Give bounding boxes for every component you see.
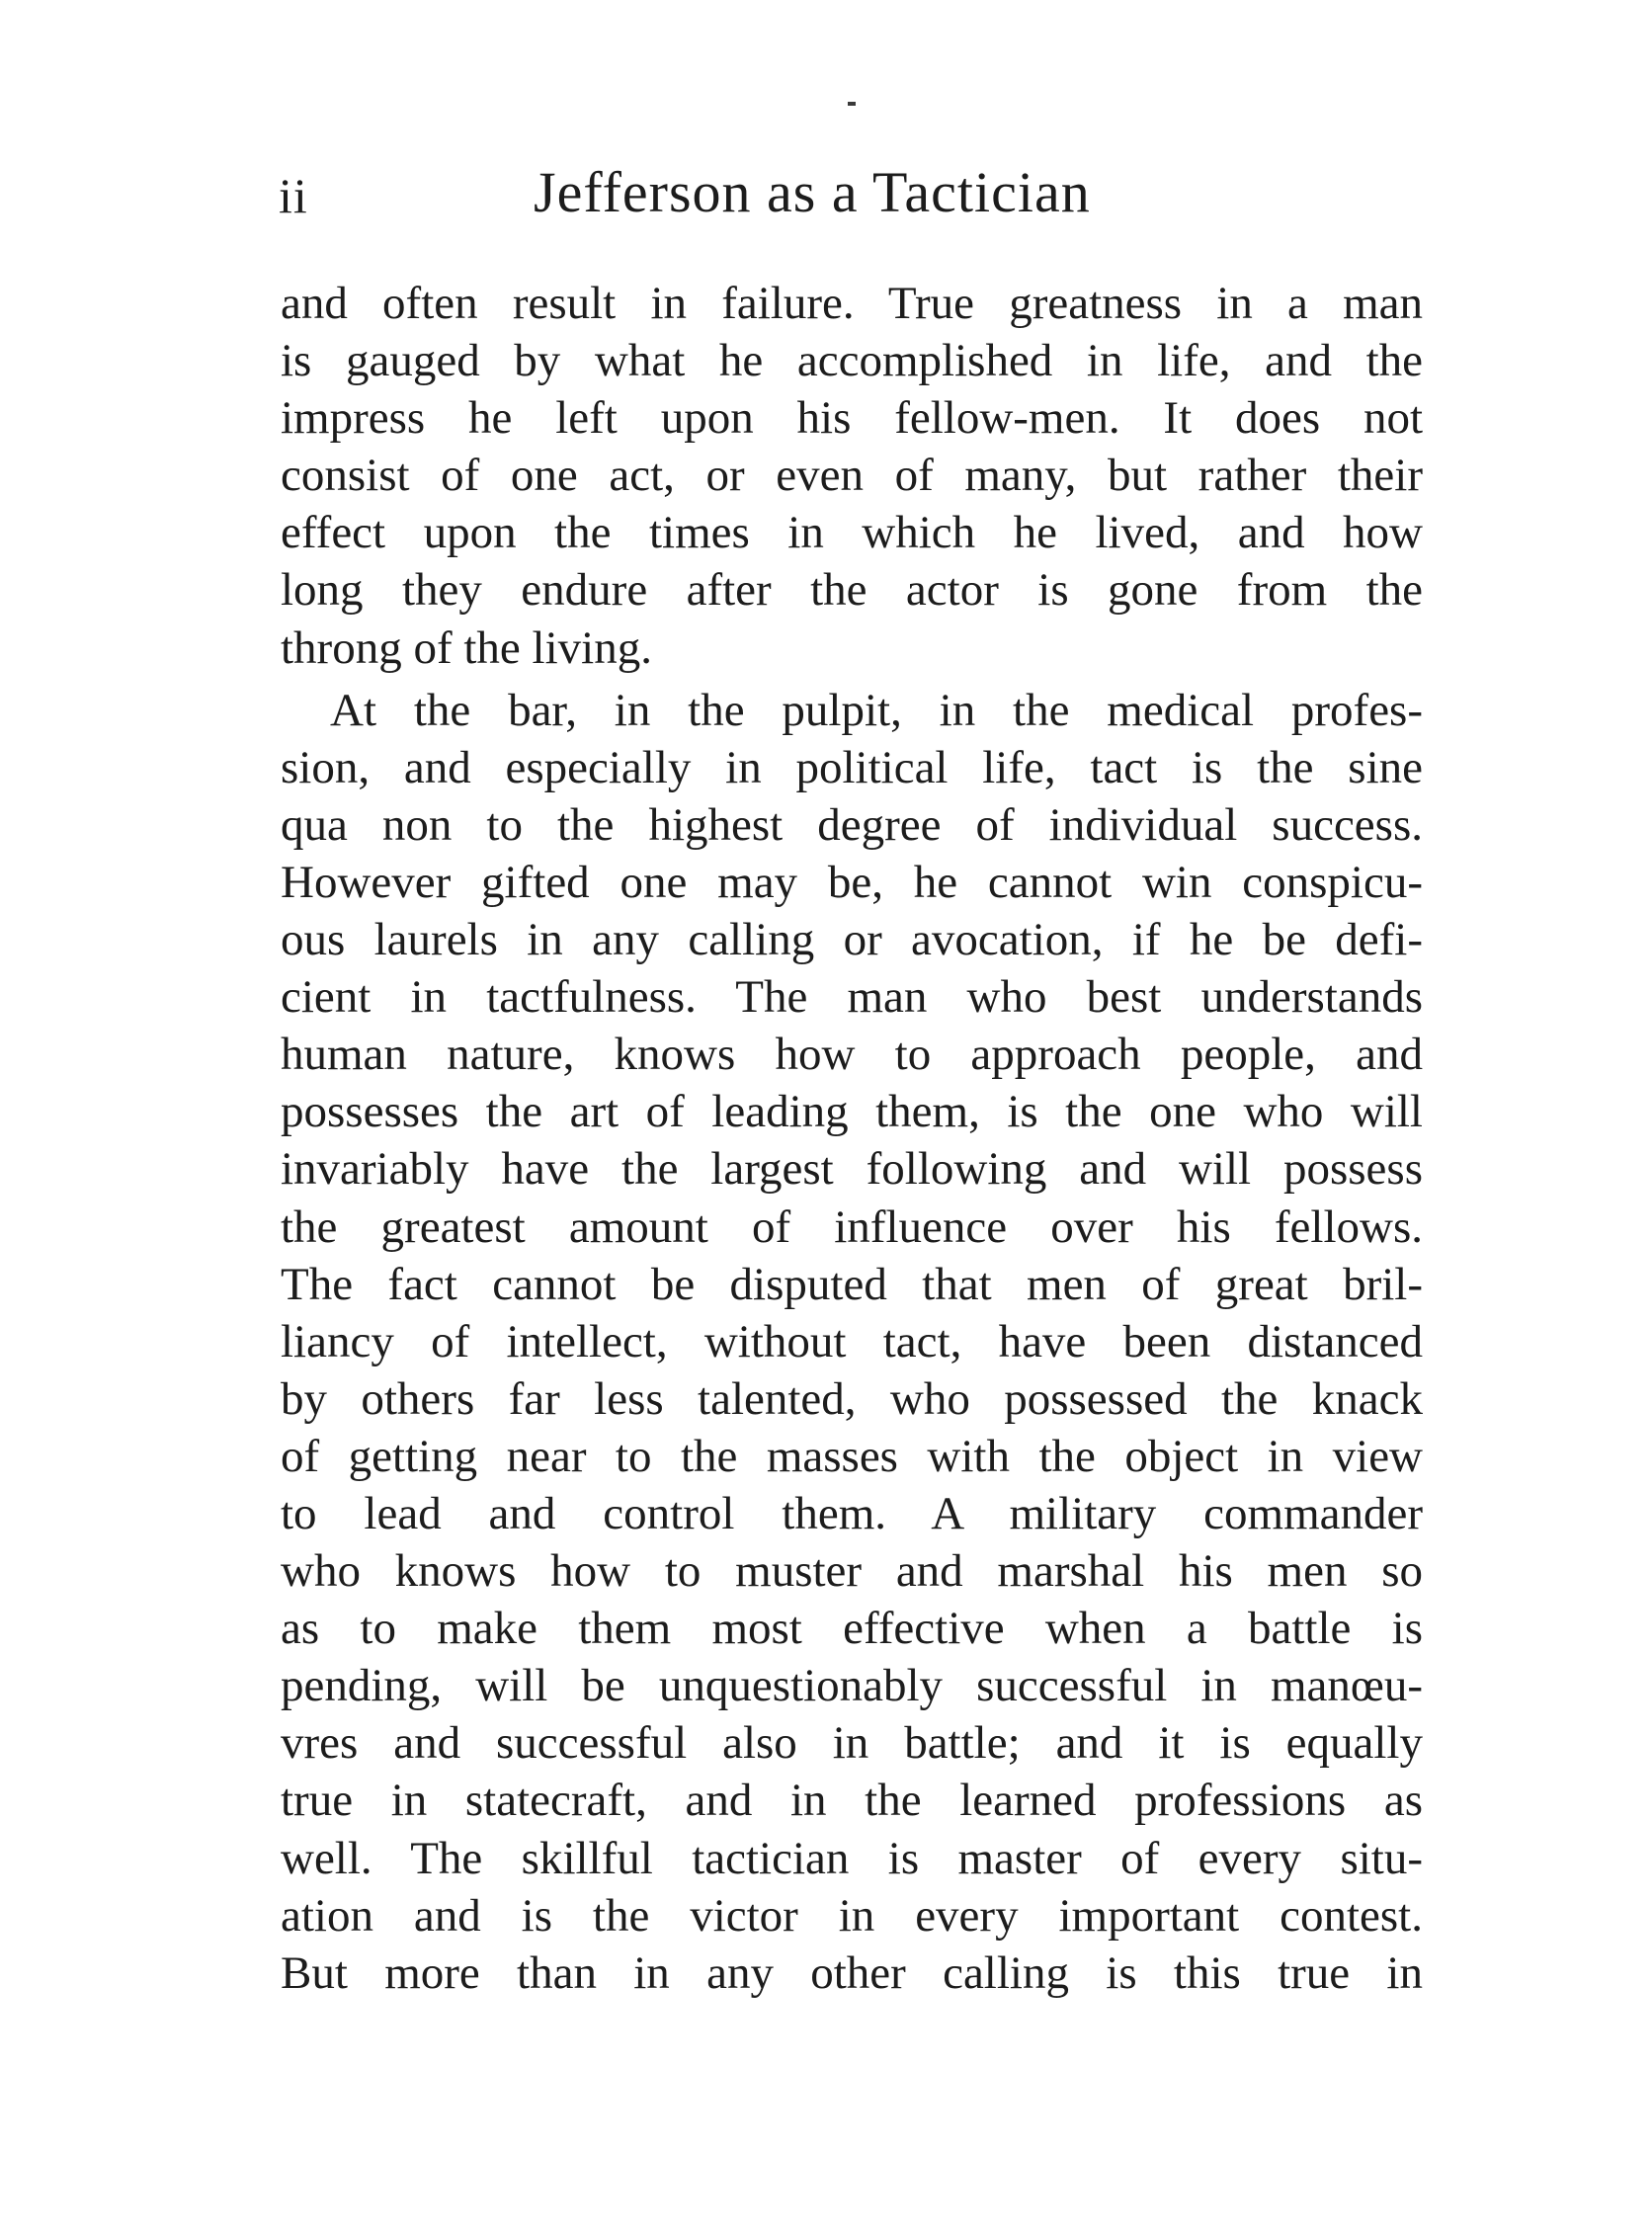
text-line: liancy of intellect, without tact, have been distanced	[281, 1315, 1423, 1367]
text-line: However gifted one may be, he cannot win conspicu-	[281, 856, 1423, 908]
text-line: The fact cannot be disputed that men of great bril-	[281, 1258, 1423, 1310]
text-line: to lead and control them. A military commander	[281, 1487, 1423, 1539]
text-line: the greatest amount of influence over his fellows.	[281, 1200, 1423, 1253]
text-line: possesses the art of leading them, is the one who will	[281, 1086, 1423, 1138]
paragraph-2	[281, 682, 1423, 2002]
text-line: true in statecraft, and in the learned professions as	[281, 1775, 1423, 1827]
text-line: as to make them most effective when a battle is	[281, 1603, 1423, 1655]
text-line: qua non to the highest degree of individual success.	[281, 798, 1423, 851]
text-line: invariably have the largest following and will possess	[281, 1143, 1423, 1196]
text-line: consist of one act, or even of many, but rather their	[281, 450, 1423, 502]
text-line: pending, will be unquestionably successful in manœu-	[281, 1660, 1423, 1712]
text-line: ation and is the victor in every important contest.	[281, 1889, 1423, 1942]
page-number: ii	[279, 168, 308, 223]
text-line: by others far less talented, who possessed the knack	[281, 1372, 1423, 1425]
text-line: vres and successful also in battle; and it is equally	[281, 1717, 1423, 1770]
text-line: But more than in any other calling is this true in	[281, 1946, 1423, 1999]
running-head	[279, 158, 1425, 237]
text-line: human nature, knows how to approach people, and	[281, 1029, 1423, 1081]
text-line: impress he left upon his fellow-men. It does not	[281, 392, 1423, 445]
text-line: sion, and especially in political life, tact is the sine	[281, 741, 1423, 793]
body-text	[281, 275, 1423, 2002]
text-line: and often result in failure. True greatness in a man	[281, 278, 1423, 329]
text-line: well. The skillful tactician is master of every situ-	[281, 1832, 1423, 1884]
text-line: effect upon the times in which he lived, and how	[281, 507, 1423, 559]
running-title: Jefferson as a Tactician	[534, 160, 1091, 224]
text-line: is gauged by what he accomplished in life, and the	[281, 335, 1423, 387]
printer-mark	[848, 102, 856, 106]
text-line: of getting near to the masses with the object in view	[281, 1430, 1423, 1482]
text-line: long they endure after the actor is gone from the	[281, 564, 1423, 617]
text-line: who knows how to muster and marshal his men so	[281, 1545, 1423, 1598]
text-line: At the bar, in the pulpit, in the medical profes-	[330, 684, 1423, 736]
text-line: cient in tactfulness. The man who best understands	[281, 971, 1423, 1024]
text-line: throng of the living.	[281, 621, 652, 674]
text-line: ous laurels in any calling or avocation, if he be defi-	[281, 914, 1423, 966]
paragraph-1	[281, 275, 1423, 677]
